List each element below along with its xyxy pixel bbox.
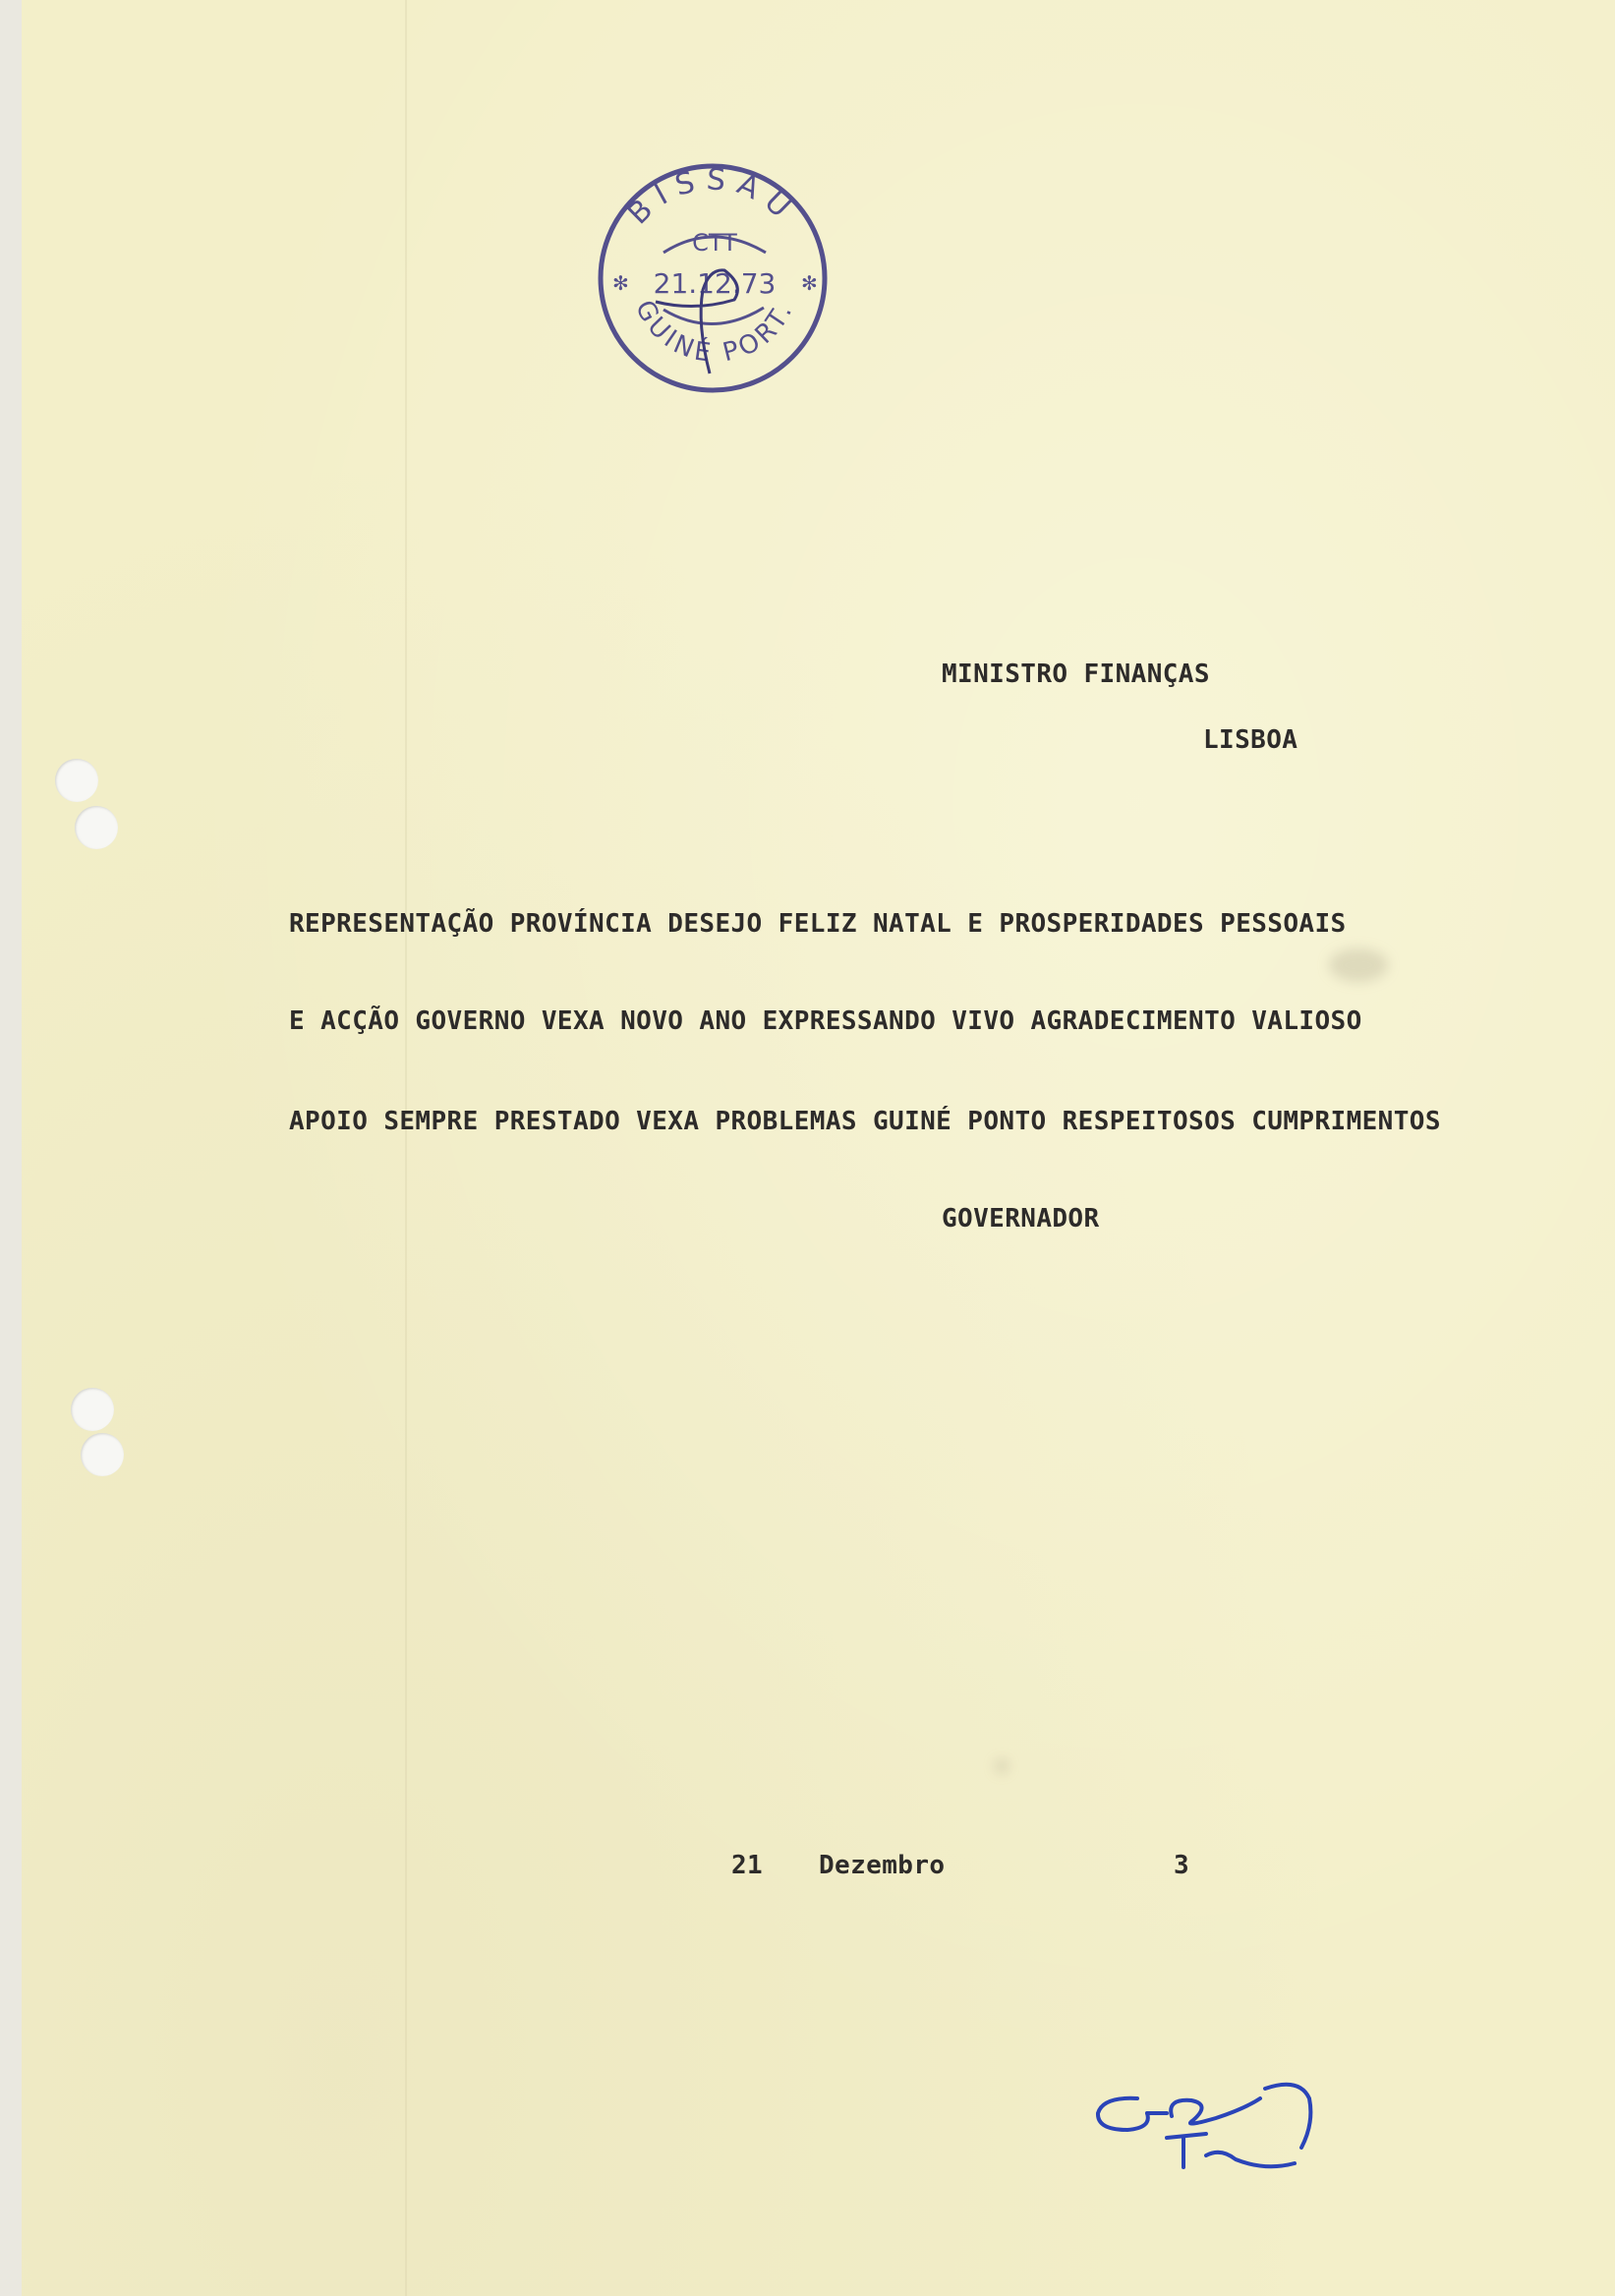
punch-hole	[75, 806, 118, 849]
stamp-top-text: BISSAU	[620, 162, 805, 232]
svg-text:GUINÉ PORT.	[629, 296, 800, 369]
paper-smudge	[995, 1759, 1009, 1773]
paper-smudge	[1329, 948, 1388, 982]
svg-text:BISSAU	[621, 162, 804, 231]
date-number: 3	[1174, 1851, 1190, 1880]
recipient-city: LISBOA	[1203, 725, 1298, 755]
body-line: REPRESENTAÇÃO PROVÍNCIA DESEJO FELIZ NATAL E PROSPERIDADES PESSOAIS	[289, 909, 1347, 939]
punch-hole	[71, 1388, 114, 1431]
stamp-star-icon: ✻	[612, 271, 629, 295]
body-line: APOIO SEMPRE PRESTADO VEXA PROBLEMAS GUINÉ PONTO RESPEITOSOS CUMPRIMENTOS	[289, 1107, 1441, 1136]
stamp-center-top: CTT	[692, 229, 737, 257]
paper-fold-line	[405, 0, 407, 2296]
recipient-name: MINISTRO FINANÇAS	[942, 660, 1210, 689]
signoff: GOVERNADOR	[942, 1204, 1100, 1234]
body-line: E ACÇÃO GOVERNO VEXA NOVO ANO EXPRESSANDO VIVO AGRADECIMENTO VALIOSO	[289, 1006, 1362, 1036]
handwritten-signature	[1073, 2069, 1368, 2216]
telegram-page	[22, 0, 1615, 2296]
stamp-date: 21.12.73	[653, 267, 777, 300]
punch-hole	[81, 1433, 124, 1476]
punch-hole	[55, 759, 98, 802]
stamp-bottom-text: GUINÉ PORT.	[628, 295, 800, 370]
postmark-stamp	[587, 152, 842, 408]
date-day: 21	[731, 1851, 764, 1880]
date-month: Dezembro	[819, 1851, 946, 1880]
stamp-star-icon: ✻	[801, 271, 818, 295]
